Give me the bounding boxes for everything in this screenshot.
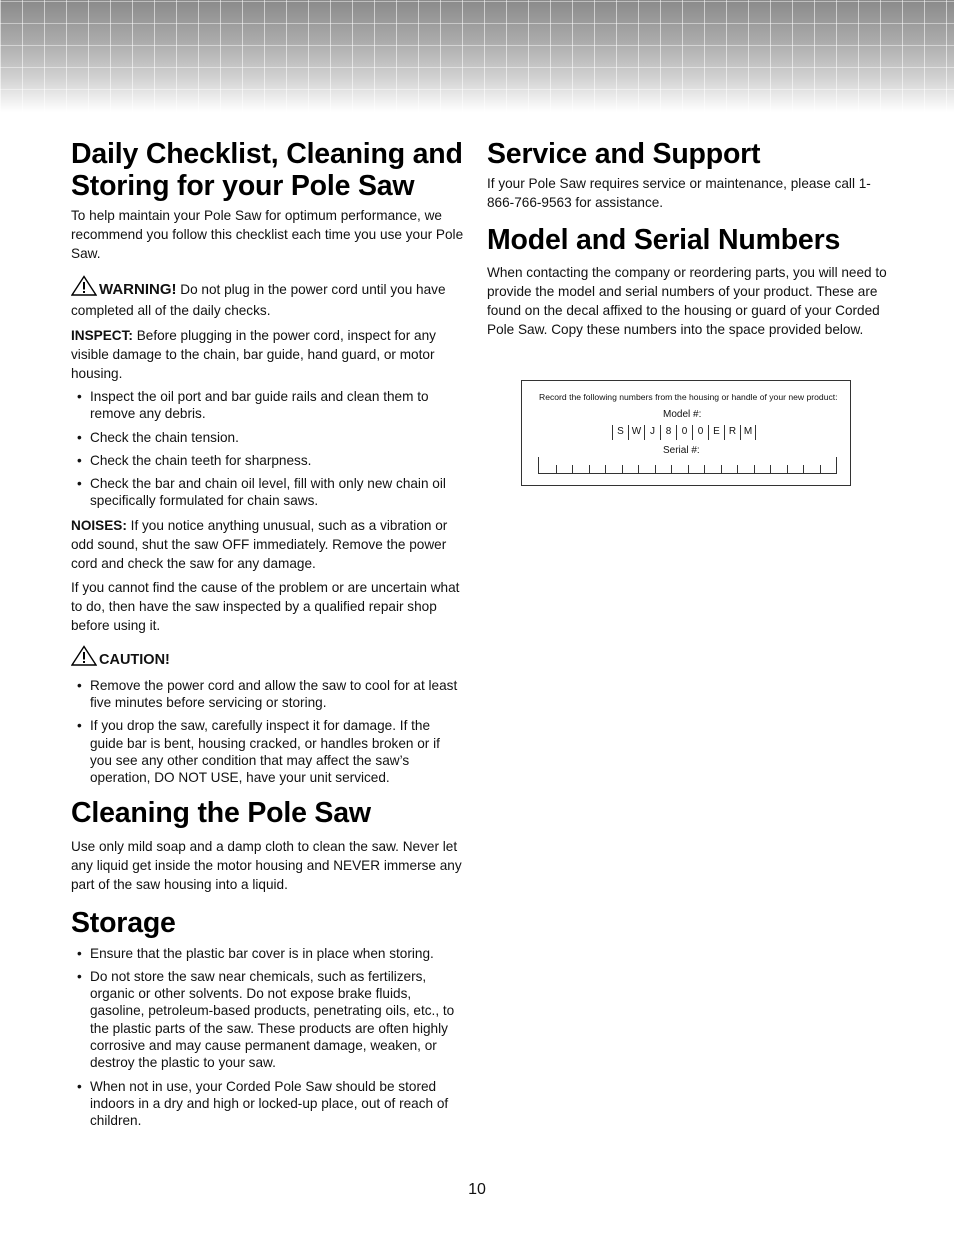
model-char-cell: 0 xyxy=(692,425,708,440)
serial-slot-divider xyxy=(556,465,557,473)
noises-paragraph xyxy=(71,516,464,573)
model-char-cell: 8 xyxy=(660,425,676,440)
serial-slot-divider xyxy=(704,465,705,473)
serial-slot-divider xyxy=(655,465,656,473)
right-column xyxy=(487,138,887,344)
cause-paragraph: If you cannot find the cause of the problem or are uncertain what to do, then have the saw inspected by a qualified repair shop before using it. xyxy=(71,579,460,633)
serial-slot-divider xyxy=(572,465,573,473)
serial-slot-divider xyxy=(671,465,672,473)
service-heading: Service and Support xyxy=(487,138,761,170)
caution-label: CAUTION! xyxy=(99,651,170,668)
list-item: • Remove the power cord and allow the saw to cool for at least five minutes before servicing or storing. xyxy=(71,677,464,712)
serial-slot-divider xyxy=(754,465,755,473)
list-item: • When not in use, your Corded Pole Saw should be stored indoors in a dry and high or locked-up place, out of reach of children. xyxy=(71,1078,464,1130)
service-paragraph: If your Pole Saw requires service or maintenance, please call 1-866-766-9563 for assistance. xyxy=(487,176,871,210)
noises-label: NOISES: xyxy=(71,517,127,533)
model-char-cell: J xyxy=(644,425,660,440)
model-char-cell: W xyxy=(628,425,644,440)
serial-slot-divider xyxy=(638,465,639,473)
model-serial-paragraph: When contacting the company or reordering parts, you will need to provide the model and serial numbers of your product. These are found on the decal affixed to the housing or guard of your Corded Pole Saw. Copy these numbers into the space provided below. xyxy=(487,265,887,337)
record-numbers-box xyxy=(521,380,851,486)
warning-paragraph xyxy=(71,275,464,320)
record-instruction: Record the following numbers from the housing or handle of your new product: xyxy=(539,392,838,402)
serial-slot-divider xyxy=(787,465,788,473)
serial-slot-divider xyxy=(803,465,804,473)
warning-triangle-icon xyxy=(71,275,97,301)
caution-triangle-icon xyxy=(71,645,97,671)
list-item: • Check the chain teeth for sharpness. xyxy=(71,452,464,469)
serial-number-field[interactable] xyxy=(538,457,837,474)
warning-label: WARNING! xyxy=(99,281,177,298)
page-title: Daily Checklist, Cleaning and Storing for your Pole Saw xyxy=(71,138,463,202)
cleaning-heading: Cleaning the Pole Saw xyxy=(71,796,371,829)
serial-slot-divider xyxy=(737,465,738,473)
caution-list xyxy=(71,677,464,787)
inspect-list xyxy=(71,388,464,510)
warning-text: Do not plug in the power cord until you have completed all of the daily checks. xyxy=(71,282,446,318)
caution-heading xyxy=(71,645,464,671)
serial-slot-divider xyxy=(622,465,623,473)
serial-slot-divider xyxy=(589,465,590,473)
model-char-cell: E xyxy=(708,425,724,440)
list-item: • Do not store the saw near chemicals, such as fertilizers, organic or other solvents. Do not expose brake fluids, gasoline, petroleum-based products, penetrating oils, etc., to the plastic parts of the saw. These products are often highly corrosive and may cause permanent damage, weaken, or destroy the plastic to your saw. xyxy=(71,968,464,1072)
storage-heading: Storage xyxy=(71,906,176,939)
list-item: • Inspect the oil port and bar guide rails and clean them to remove any debris. xyxy=(71,388,464,423)
serial-slot-divider xyxy=(688,465,689,473)
list-item: • Check the chain tension. xyxy=(71,429,464,446)
cleaning-paragraph: Use only mild soap and a damp cloth to clean the saw. Never let any liquid get inside the motor housing and NEVER immerse any part of the saw housing into a liquid. xyxy=(71,838,462,892)
intro-paragraph: To help maintain your Pole Saw for optimum performance, we recommend you follow this checklist each time you use your Pole Saw. xyxy=(71,208,464,261)
model-serial-heading: Model and Serial Numbers xyxy=(487,224,841,256)
model-char-cell: 0 xyxy=(676,425,692,440)
serial-label: Serial #: xyxy=(663,445,700,456)
inspect-paragraph xyxy=(71,326,464,383)
page-number: 10 xyxy=(468,1181,486,1198)
list-item: • Ensure that the plastic bar cover is in place when storing. xyxy=(71,945,464,962)
model-char-cell: R xyxy=(724,425,740,440)
noises-text: If you notice anything unusual, such as a vibration or odd sound, shut the saw OFF immediately. Remove the power cord and check the saw for any damage. xyxy=(71,517,448,571)
inspect-text: Before plugging in the power cord, inspect for any visible damage to the chain, bar guide, hand guard, or motor housing. xyxy=(71,328,436,381)
serial-slot-divider xyxy=(605,465,606,473)
left-column xyxy=(71,138,464,1136)
header-banner xyxy=(0,0,954,112)
model-label: Model #: xyxy=(663,409,702,420)
model-number-field[interactable] xyxy=(612,425,756,440)
list-item: • If you drop the saw, carefully inspect it for damage. If the guide bar is bent, housing cracked, or handles broken or if you see any other condition that may affect the saw’s operation, DO NOT USE, have your unit serviced. xyxy=(71,717,464,786)
storage-list xyxy=(71,945,464,1130)
serial-slot-divider xyxy=(721,465,722,473)
serial-slot-divider xyxy=(770,465,771,473)
inspect-label: INSPECT: xyxy=(71,328,133,343)
model-char-cell: S xyxy=(612,425,628,440)
model-char-cell: M xyxy=(740,425,756,440)
serial-slot-divider xyxy=(820,465,821,473)
list-item: • Check the bar and chain oil level, fill with only new chain oil specifically formulated for chain saws. xyxy=(71,475,464,510)
